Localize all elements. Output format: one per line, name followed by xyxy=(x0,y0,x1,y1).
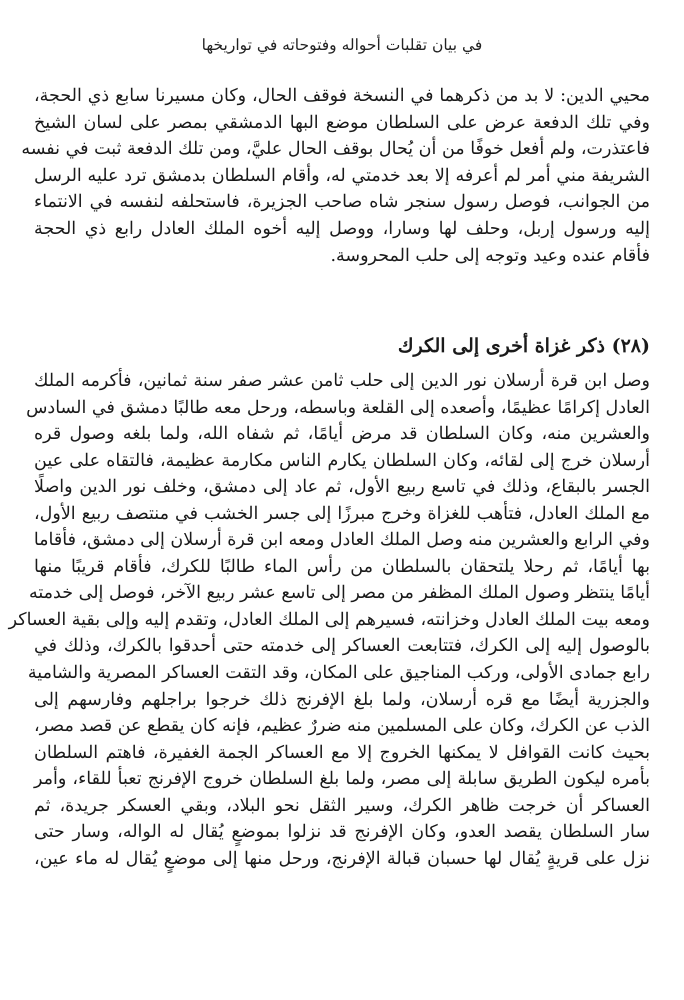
paragraph-line: بها أيامًا، ثم رحلا يلتحقان بالسلطان من رأس الماء طالبًا للكرك، فأقام قريبًا منها xyxy=(34,556,650,577)
paragraph-line: سار السلطان يقصد العدو، وكان الإفرنج قد نزلوا بموضعٍ يُقال له الواله، وسار حتى xyxy=(34,822,650,843)
paragraph-line: رابع جمادى الأولى، وركب المناجيق على المكان، وقد التقت العساكر المصرية والشامية xyxy=(27,663,650,684)
paragraph-line: نزل على قريةٍ يُقال لها حسبان قبالة الإفرنج، ورحل منها إلى موضعٍ يُقال له ماء عين، xyxy=(34,848,650,869)
paragraph-line: ومعه بيت الملك العادل وخزانته، فسيرهم إلى الملك العادل، وتقدم إليه وإلى بقية العساكر xyxy=(8,609,650,630)
paragraph-line: وصل ابن قرة أرسلان نور الدين إلى حلب ثامن عشر صفر سنة ثمانين، فأكرمه الملك xyxy=(34,371,650,391)
paragraph-line: أرسلان خرج إلى لقائه، وكان السلطان يكارم الناس مكارمة عظيمة، فالتقاه على عين xyxy=(34,450,650,471)
running-header: في بيان تقلبات أحواله وفتوحاته في تواريخها xyxy=(201,36,483,54)
paragraph-line: وفي الرابع والعشرين منه وصل الملك العادل ومعه ابن قرة أرسلان إلى دمشق، فأقاما xyxy=(33,530,650,551)
paragraph-line: فأقام عنده وعيد وتوجه إلى حلب المحروسة. xyxy=(330,245,650,266)
paragraph-line: بحيث كانت القوافل لا يمكنها الخروج إلا مع العساكر الجمة الغفيرة، فاهتم السلطان xyxy=(34,742,650,763)
paragraph-line: إليه ورسول إربل، وحلف لها وسارا، ووصل إليه أخوه الملك العادل رابع ذي الحجة xyxy=(34,218,650,239)
paragraph-line: أيامًا ينتظر وصول الملك المظفر من مصر إلى تاسع عشر ربيع الآخر، فوصل إلى خدمته xyxy=(29,583,650,604)
paragraph-line: بأمره ليكون الطريق سابلة إلى مصر، ولما بلغ السلطان خروج الإفرنج تعبأ للقاء، وأمر xyxy=(34,769,650,790)
paragraph-line: من الجوانب، فوصل رسول سنجر شاه صاحب الجزيرة، فاستحلفه لنفسه في الانتماء xyxy=(34,192,650,213)
paragraph-line: والعشرين منه، وكان السلطان قد مرض أيامًا، ثم شفاه الله، ولما بلغه وصول قره xyxy=(34,424,650,445)
paragraph-line: الذب عن الكرك، وكان على المسلمين منه ضررٌ عظيم، فإنه كان يقطع عن قصد مصر، xyxy=(34,716,650,737)
paragraph-line: والجزرية أيضًا مع قره أرسلان، ولما بلغ الإفرنج ذلك خرجوا براجلهم وفارسهم إلى xyxy=(34,689,650,710)
paragraph-line: العادل إكرامًا عظيمًا، وأصعده إلى القلعة وباسطه، ورحل معه طالبًا دمشق في السادس xyxy=(26,397,650,418)
section-heading: (٢٨) ذكر غزاة أخرى إلى الكرك xyxy=(397,335,650,357)
paragraph-line: محيي الدين: لا بد من ذكرهما في النسخة فوقف الحال، وكان مسيرنا سابع ذي الحجة، xyxy=(34,86,650,106)
paragraph-line: فاعتذرت، ولم أفعل خوفًا من أن يُحال بوقف الحال عليَّ، ومن تلك الدفعة ثبت في نفسه xyxy=(21,139,650,160)
paragraph-2 xyxy=(8,368,650,872)
paragraph-line: العساكر أن خرجت ظاهر الكرك، وسير الثقل نحو البلاد، وبقي العسكر جريدة، ثم xyxy=(34,795,650,816)
paragraph-1 xyxy=(21,83,650,269)
paragraph-line: وفي تلك الدفعة عرض على السلطان موضع البها الدمشقي بمصر على لسان الشيخ xyxy=(34,112,650,133)
paragraph-line: بالوصول إليه إلى الكرك، فتتابعت العساكر إلى خدمته حتى أحدقوا بالكرك، وذلك في xyxy=(34,636,650,657)
paragraph-line: الشريفة مني أمر لم أعرفه إلا بعد خدمتي له، وأقام السلطان بدمشق ترد عليه الرسل xyxy=(34,165,650,186)
paragraph-line: الجسر بالبقاع، وذلك في تاسع ربيع الأول، ثم عاد إلى دمشق، وخلف نور الدين واصلًا xyxy=(34,477,650,498)
paragraph-line: مع الملك العادل، فتأهب للغزاة وخرج مبرزًا إلى جسر الخشب في منتصف ربيع الأول، xyxy=(34,503,650,524)
